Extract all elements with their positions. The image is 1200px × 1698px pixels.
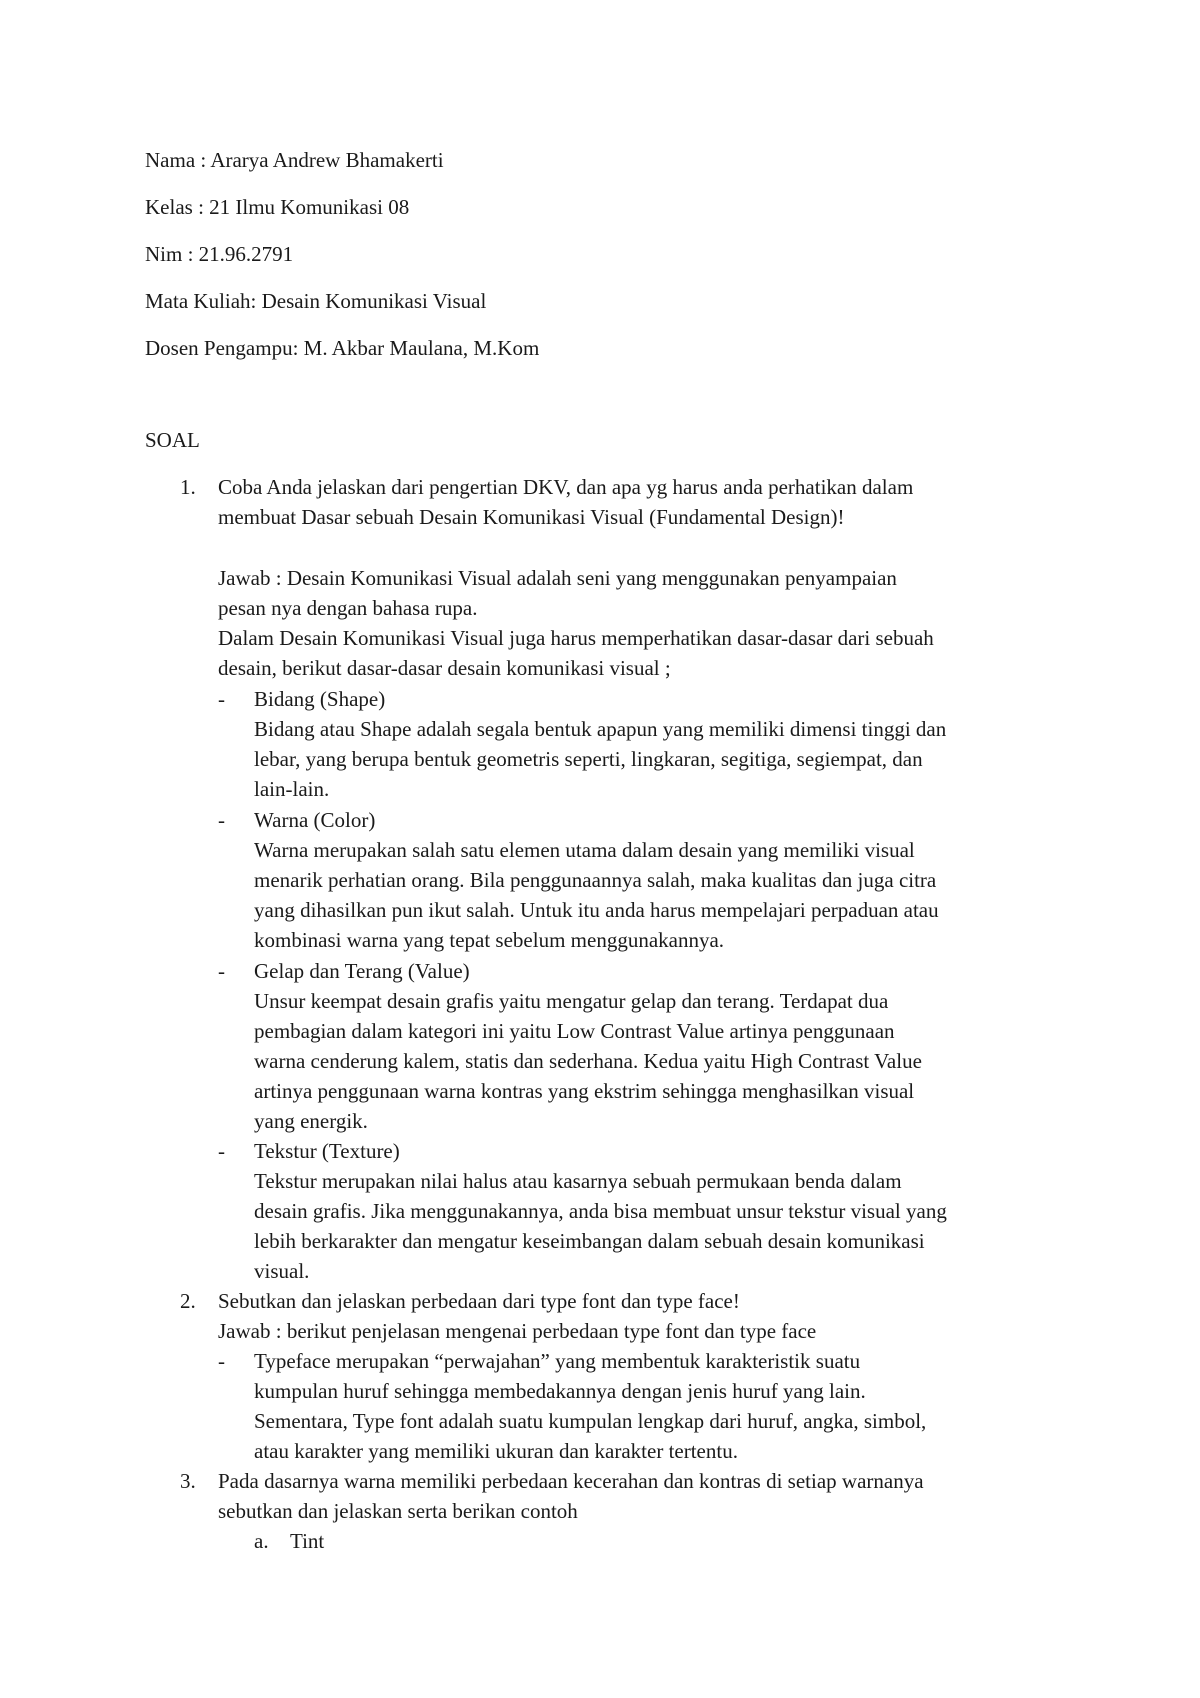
sub-letter-a: a.: [254, 1529, 269, 1553]
list-item-line: warna cenderung kalem, statis dan sederhana. Kedua yaitu High Contrast Value: [254, 1049, 922, 1073]
question-1-text: [218, 472, 1078, 532]
student-class: Kelas : 21 Ilmu Komunikasi 08: [145, 195, 410, 219]
list-item-title: Tekstur (Texture): [254, 1139, 400, 1163]
list-item-line: Unsur keempat desain grafis yaitu mengatur gelap dan terang. Terdapat dua: [254, 989, 889, 1013]
list-item-line: Sementara, Type font adalah suatu kumpulan lengkap dari huruf, angka, simbol,: [254, 1409, 927, 1433]
question-2-text: [218, 1286, 1078, 1346]
question-1-line: membuat Dasar sebuah Desain Komunikasi Visual (Fundamental Design)!: [218, 505, 845, 529]
bullet-dash: -: [218, 808, 225, 832]
list-item-line: Warna merupakan salah satu elemen utama dalam desain yang memiliki visual: [254, 838, 915, 862]
list-item-value: [254, 956, 1074, 1136]
question-3-line: sebutkan dan jelaskan serta berikan contoh: [218, 1499, 578, 1523]
list-item-line: lebar, yang berupa bentuk geometris seperti, lingkaran, segitiga, segiempat, dan: [254, 747, 923, 771]
question-1-line: Coba Anda jelaskan dari pengertian DKV, dan apa yg harus anda perhatikan dalam: [218, 475, 914, 499]
list-item-line: pembagian dalam kategori ini yaitu Low Contrast Value artinya penggunaan: [254, 1019, 895, 1043]
student-nim: Nim : 21.96.2791: [145, 242, 294, 266]
lecturer-name: Dosen Pengampu: M. Akbar Maulana, M.Kom: [145, 336, 540, 360]
answer-1-intro: [218, 563, 1078, 683]
bullet-dash: -: [218, 1139, 225, 1163]
list-item-line: Bidang atau Shape adalah segala bentuk apapun yang memiliki dimensi tinggi dan: [254, 717, 947, 741]
list-item-title: Bidang (Shape): [254, 687, 386, 711]
list-item-line: visual.: [254, 1259, 310, 1283]
list-item-texture: [254, 1136, 1074, 1286]
list-item-shape: [254, 684, 1074, 804]
list-item-line: atau karakter yang memiliki ukuran dan karakter tertentu.: [254, 1439, 738, 1463]
section-title: SOAL: [145, 428, 200, 452]
answer-1-line: Jawab : Desain Komunikasi Visual adalah seni yang menggunakan penyampaian: [218, 566, 897, 590]
list-item-line: yang energik.: [254, 1109, 368, 1133]
list-item-line: yang dihasilkan pun ikut salah. Untuk itu anda harus mempelajari perpaduan atau: [254, 898, 939, 922]
course-name: Mata Kuliah: Desain Komunikasi Visual: [145, 289, 487, 313]
list-item-line: menarik perhatian orang. Bila penggunaannya salah, maka kualitas dan juga citra: [254, 868, 937, 892]
question-number-3: 3.: [180, 1469, 196, 1493]
bullet-dash: -: [218, 959, 225, 983]
list-item-line: desain grafis. Jika menggunakannya, anda bisa membuat unsur tekstur visual yang: [254, 1199, 947, 1223]
bullet-dash: -: [218, 1349, 225, 1373]
answer-2-line: Jawab : berikut penjelasan mengenai perbedaan type font dan type face: [218, 1319, 817, 1343]
list-item-line: artinya penggunaan warna kontras yang ekstrim sehingga menghasilkan visual: [254, 1079, 915, 1103]
answer-1-line: desain, berikut dasar-dasar desain komunikasi visual ;: [218, 656, 671, 680]
question-number-2: 2.: [180, 1289, 196, 1313]
list-item-line: kombinasi warna yang tepat sebelum menggunakannya.: [254, 928, 725, 952]
list-item-typeface: [254, 1346, 1074, 1466]
answer-1-line: pesan nya dengan bahasa rupa.: [218, 596, 478, 620]
list-item-line: lain-lain.: [254, 777, 330, 801]
list-item-line: Tekstur merupakan nilai halus atau kasarnya sebuah permukaan benda dalam: [254, 1169, 902, 1193]
sub-item-tint: Tint: [290, 1529, 325, 1553]
question-3-line: Pada dasarnya warna memiliki perbedaan kecerahan dan kontras di setiap warnanya: [218, 1469, 924, 1493]
student-name: Nama : Ararya Andrew Bhamakerti: [145, 148, 444, 172]
list-item-line: Typeface merupakan “perwajahan” yang membentuk karakteristik suatu: [254, 1349, 861, 1373]
list-item-title: Warna (Color): [254, 808, 376, 832]
list-item-color: [254, 805, 1074, 955]
question-3-text: [218, 1466, 1078, 1526]
question-number-1: 1.: [180, 475, 196, 499]
answer-1-line: Dalam Desain Komunikasi Visual juga harus memperhatikan dasar-dasar dari sebuah: [218, 626, 934, 650]
list-item-line: lebih berkarakter dan mengatur keseimbangan dalam sebuah desain komunikasi: [254, 1229, 925, 1253]
bullet-dash: -: [218, 687, 225, 711]
list-item-line: kumpulan huruf sehingga membedakannya dengan jenis huruf yang lain.: [254, 1379, 866, 1403]
list-item-title: Gelap dan Terang (Value): [254, 959, 470, 983]
question-2-line: Sebutkan dan jelaskan perbedaan dari type font dan type face!: [218, 1289, 740, 1313]
